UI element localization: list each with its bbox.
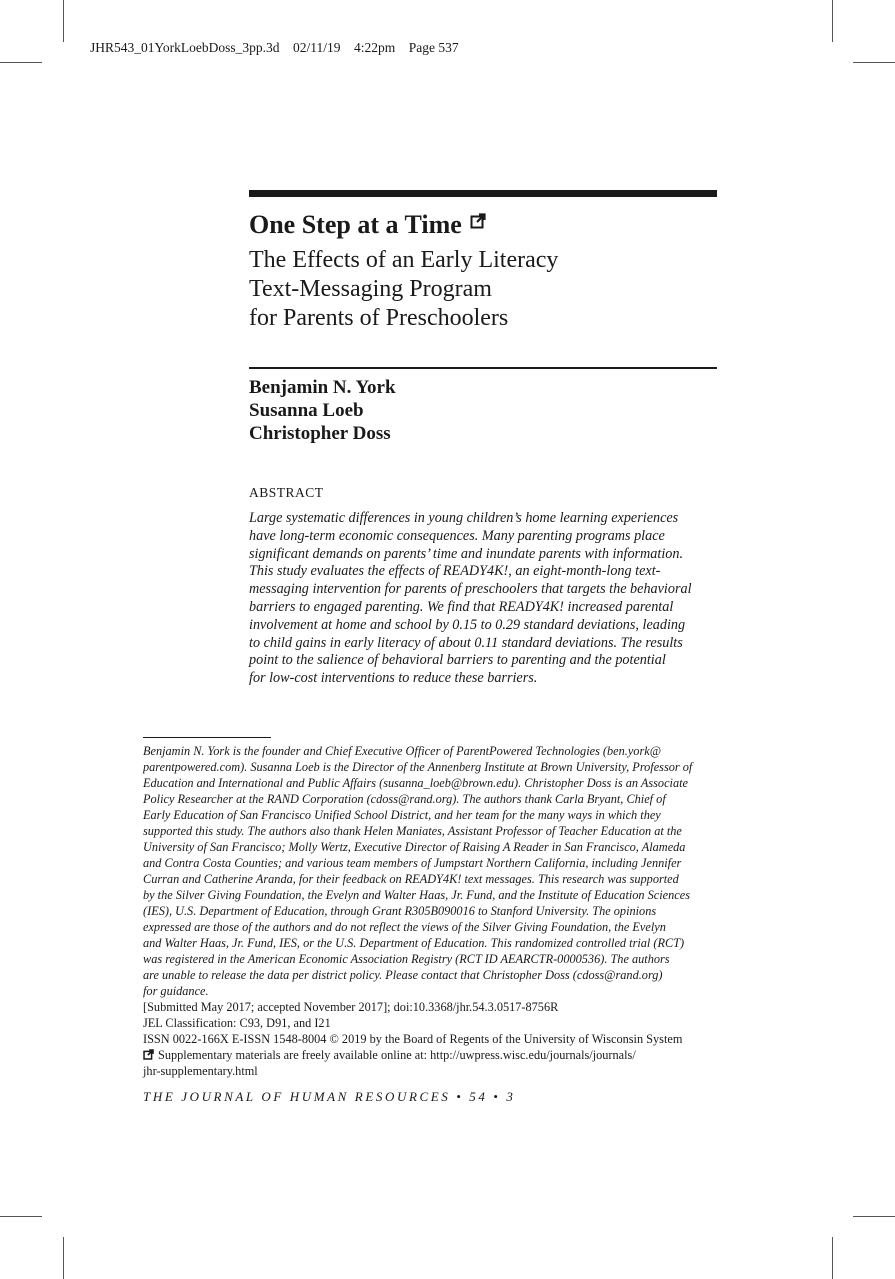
abstract-line: point to the salience of behavioral barriers to parenting and the potential <box>249 652 666 669</box>
footnote-line: are unable to release the data per district policy. Please contact that Christopher Doss (cdoss@rand.org) <box>143 968 663 982</box>
supplementary-link-cont[interactable]: jhr-supplementary.html <box>143 1064 258 1078</box>
abstract-line: to child gains in early literacy of about 0.11 standard deviations. The results <box>249 634 683 651</box>
footnote-line: Benjamin N. York is the founder and Chief Executive Officer of ParentPowered Technologies (ben.york@ <box>143 744 662 758</box>
article-subtitle <box>249 246 558 333</box>
abstract-line: This study evaluates the effects of READY4K!, an eight-month-long text- <box>249 563 661 580</box>
running-header: JHR543_01YorkLoebDoss_3pp.3d 02/11/19 4:22pm Page 537 <box>90 40 459 55</box>
external-link-icon[interactable] <box>470 213 486 229</box>
footnote-line: parentpowered.com). Susanna Loeb is the Director of the Annenberg Institute at Brown University, Professor of <box>143 760 693 774</box>
footnote-line: University of San Francisco; Molly Wertz, Executive Director of Raising A Reader in San Francisco, Alameda <box>143 840 686 854</box>
crop-mark <box>63 1237 64 1279</box>
footnote-rule <box>143 737 271 738</box>
author-footnote <box>143 743 692 999</box>
crop-mark <box>832 1237 833 1279</box>
submission-info: [Submitted May 2017; accepted November 2017]; doi:10.3368/jhr.54.3.0517-8756R <box>143 1000 559 1014</box>
supplementary-link[interactable]: Supplementary materials are freely available online at: http://uwpress.wisc.edu/journals/journals/ <box>158 1048 636 1062</box>
crop-mark <box>853 62 895 63</box>
supplementary-note <box>143 1047 682 1063</box>
footnote-line: for guidance. <box>143 984 209 998</box>
abstract-line: have long-term economic consequences. Many parenting programs place <box>249 527 665 544</box>
abstract-body <box>249 510 719 688</box>
footnote-line: Early Education of San Francisco Unified School District, and her team for the many ways in which they <box>143 808 661 822</box>
author-name: Benjamin N. York <box>249 377 396 398</box>
subtitle-line: The Effects of an Early Literacy <box>249 247 559 273</box>
subtitle-line: for Parents of Preschoolers <box>249 305 509 331</box>
divider <box>249 367 717 369</box>
external-link-icon <box>143 1049 154 1060</box>
crop-mark <box>0 1216 42 1217</box>
footnote-line: Curran and Catherine Aranda, for their feedback on READY4K! text messages. This research was supported <box>143 872 679 886</box>
abstract-line: involvement at home and school by 0.15 to 0.29 standard deviations, leading <box>249 616 686 633</box>
footnote-line: expressed are those of the authors and do not reflect the views of the Silver Giving Foundation, the Evelyn <box>143 920 666 934</box>
abstract-line: significant demands on parents’ time and inundate parents with information. <box>249 545 684 562</box>
footnote-line: by the Silver Giving Foundation, the Evelyn and Walter Haas, Jr. Fund, and the Institute of Education Sciences <box>143 888 690 902</box>
title-text: One Step at a Time <box>249 210 462 239</box>
crop-mark <box>63 0 64 42</box>
author-list <box>249 376 396 445</box>
article-metadata <box>143 999 682 1079</box>
footnote-line: and Walter Haas, Jr. Fund, IES, or the U.S. Department of Education. This randomized controlled trial (RCT) <box>143 936 685 950</box>
abstract-line: messaging intervention for parents of preschoolers that targets the behavioral <box>249 581 692 598</box>
crop-mark <box>832 0 833 42</box>
subtitle-line: Text-Messaging Program <box>249 276 492 302</box>
abstract-heading: ABSTRACT <box>249 485 324 500</box>
abstract-line: for low-cost interventions to reduce these barriers. <box>249 670 538 687</box>
crop-mark <box>853 1216 895 1217</box>
author-name: Christopher Doss <box>249 423 391 444</box>
footnote-line: (IES), U.S. Department of Education, through Grant R305B090016 to Stanford University. The opinions <box>143 904 657 918</box>
footnote-line: supported this study. The authors also thank Helen Maniates, Assistant Professor of Teacher Education at the <box>143 824 682 838</box>
author-name: Susanna Loeb <box>249 400 364 421</box>
title-bar <box>249 190 717 197</box>
issn-copyright: ISSN 0022-166X E-ISSN 1548-8004 © 2019 by the Board of Regents of the University of Wisconsin System <box>143 1032 683 1046</box>
abstract-line: barriers to engaged parenting. We find that READY4K! increased parental <box>249 598 674 615</box>
journal-footer: THE JOURNAL OF HUMAN RESOURCES • 54 • 3 <box>143 1089 516 1104</box>
article-title <box>249 210 486 240</box>
jel-classification: JEL Classification: C93, D91, and I21 <box>143 1016 331 1030</box>
footnote-line: was registered in the American Economic Association Registry (RCT ID AEARCTR-0000536). The authors <box>143 952 670 966</box>
footnote-line: Policy Researcher at the RAND Corporation (cdoss@rand.org). The authors thank Carla Bryant, Chief of <box>143 792 666 806</box>
crop-mark <box>0 62 42 63</box>
footnote-line: and Contra Costa Counties; and various team members of Jumpstart Northern California, including Jennifer <box>143 856 682 870</box>
abstract-line: Large systematic differences in young children’s home learning experiences <box>249 510 679 526</box>
footnote-line: Education and International and Public Affairs (susanna_loeb@brown.edu). Christopher Doss is an Associate <box>143 776 688 790</box>
